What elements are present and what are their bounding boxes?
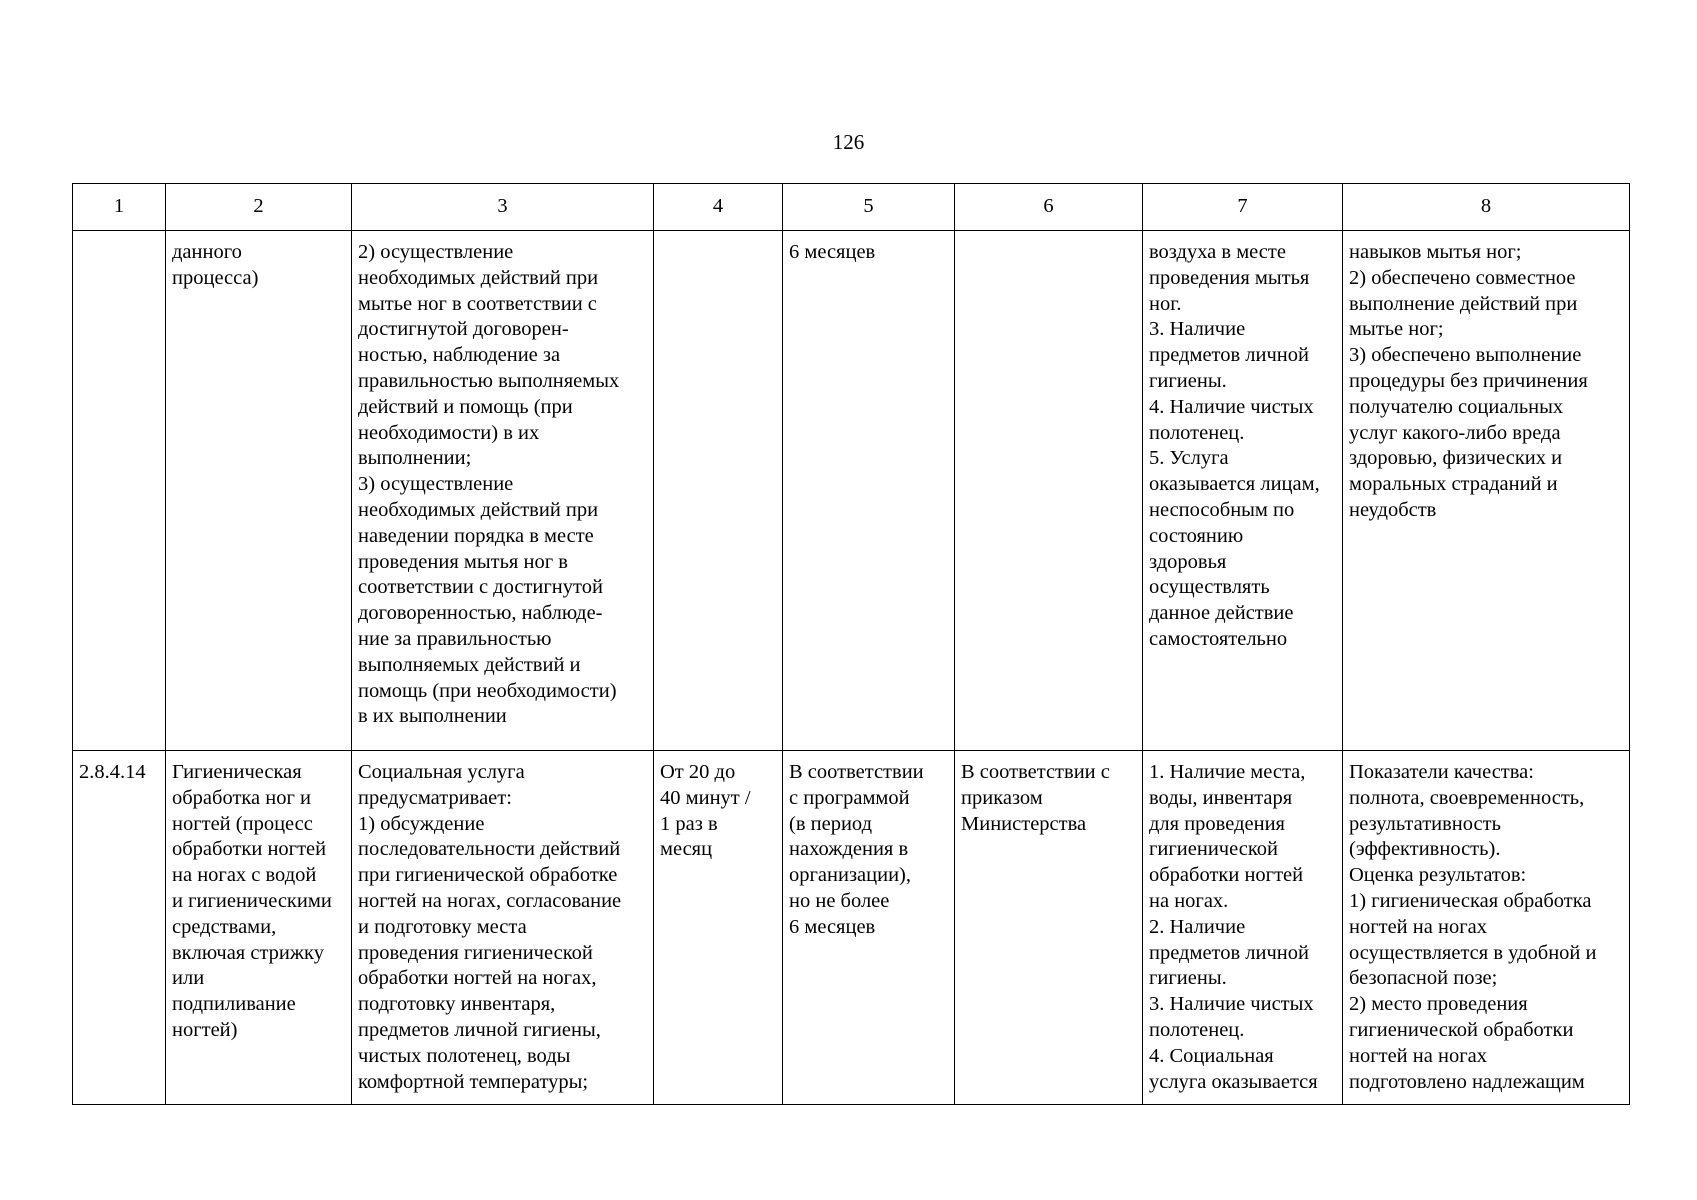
cell-quality-indicators: Показатели качества: полнота, своевременность, результативность (эффективность). Оценка результатов: 1) гигиеническая обработка ногтей на ногах осуществляется в удобной и безопасной позе; 2) место проведения гигиенической обработки ногтей на ногах подготовлено надлежащим [1343, 751, 1630, 1105]
table-row [73, 751, 1630, 1105]
cell-number [73, 231, 166, 751]
services-table [72, 183, 1630, 1105]
column-header: 5 [783, 184, 955, 231]
cell-duration: От 20 до 40 минут / 1 раз в месяц [654, 751, 783, 1105]
column-header: 7 [1143, 184, 1343, 231]
cell-duration [654, 231, 783, 751]
cell-conditions: воздуха в месте проведения мытья ног. 3. Наличие предметов личной гигиены. 4. Наличие чистых полотенец. 5. Услуга оказывается лицам, неспособным по состоянию здоровья осуществлять данное действие самостоятельно [1143, 231, 1343, 751]
column-header: 2 [166, 184, 352, 231]
cell-tariff: В соответствии с приказом Министерства [955, 751, 1143, 1105]
column-header: 1 [73, 184, 166, 231]
cell-number: 2.8.4.14 [73, 751, 166, 1105]
table-row [73, 231, 1630, 751]
cell-period: 6 месяцев [783, 231, 955, 751]
cell-service-name: Гигиеническая обработка ног и ногтей (процесс обработки ногтей на ногах с водой и гигиеническими средствами, включая стрижку или подпиливание ногтей) [166, 751, 352, 1105]
column-header: 3 [352, 184, 654, 231]
cell-conditions: 1. Наличие места, воды, инвентаря для проведения гигиенической обработки ногтей на ногах. 2. Наличие предметов личной гигиены. 3. Наличие чистых полотенец. 4. Социальная услуга оказывается [1143, 751, 1343, 1105]
column-header: 8 [1343, 184, 1630, 231]
cell-tariff [955, 231, 1143, 751]
cell-service-description: 2) осуществление необходимых действий при мытье ног в соответствии с достигнутой договорен- ностью, наблюдение за правильностью выполняемых действий и помощь (при необходимости) в их выполнении; 3) осуществление необходимых действий при наведении порядка в месте проведения мытья ног в соответствии с достигнутой договоренностью, наблюде- ние за правильностью выполняемых действий и помощь (при необходимости) в их выполнении [352, 231, 654, 751]
column-header: 6 [955, 184, 1143, 231]
page-number: 126 [832, 130, 865, 154]
table-header-row [73, 184, 1630, 231]
cell-service-description: Социальная услуга предусматривает: 1) обсуждение последовательности действий при гигиенической обработке ногтей на ногах, согласование и подготовку места проведения гигиенической обработки ногтей на ногах, подготовку инвентаря, предметов личной гигиены, чистых полотенец, воды комфортной температуры; [352, 751, 654, 1105]
cell-service-name: данного процесса) [166, 231, 352, 751]
cell-period: В соответствии с программой (в период нахождения в организации), но не более 6 месяцев [783, 751, 955, 1105]
column-header: 4 [654, 184, 783, 231]
cell-quality-indicators: навыков мытья ног; 2) обеспечено совместное выполнение действий при мытье ног; 3) обеспечено выполнение процедуры без причинения получателю социальных услуг какого-либо вреда здоровью, физических и моральных страданий и неудобств [1343, 231, 1630, 751]
